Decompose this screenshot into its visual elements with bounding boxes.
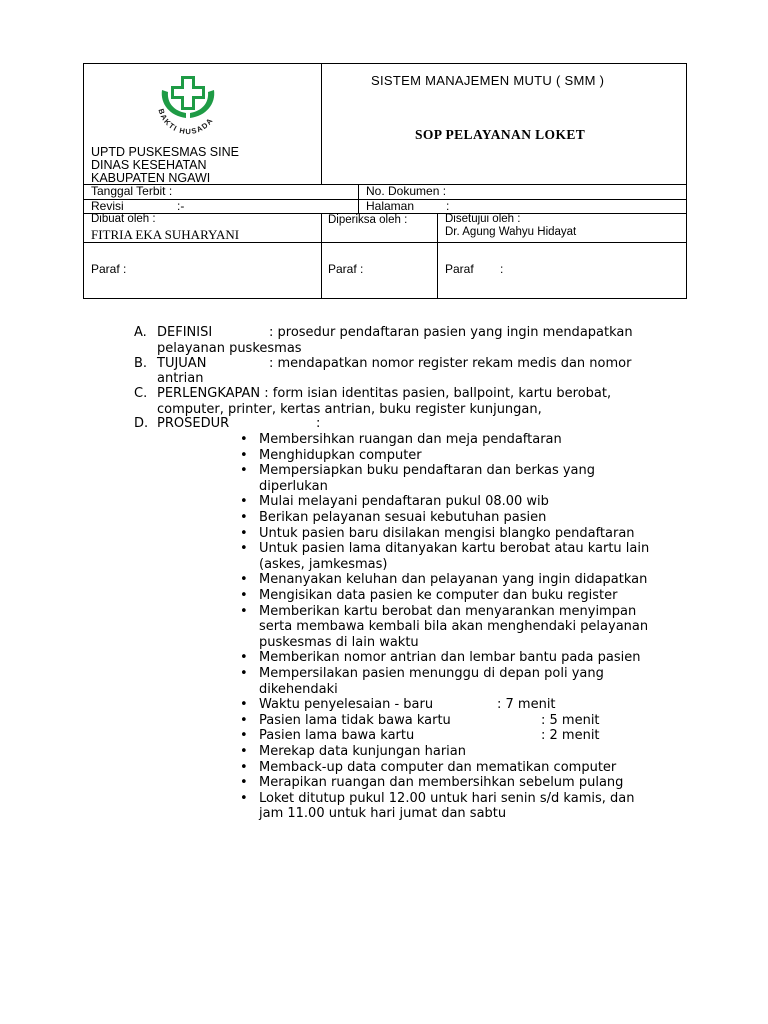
revisi-value: :-: [177, 199, 185, 213]
paraf-dibuat: Paraf :: [91, 262, 127, 276]
section-text-perlengkapan: PERLENGKAPAN : form isian identitas pasien, ballpoint, kartu berobat,: [157, 386, 612, 401]
table-border-bottom: [83, 298, 687, 299]
institution-name: [91, 146, 239, 185]
dibuat-oleh-name: FITRIA EKA SUHARYANI: [91, 227, 240, 242]
section-letter: A.: [134, 325, 147, 340]
bullet-icon: •: [240, 697, 248, 713]
bullet-icon: •: [240, 572, 248, 588]
procedure-item-text: Mempersilakan pasien menunggu di depan poli yang: [259, 666, 604, 681]
procedure-item-text: Mengisikan data pasien ke computer dan buku register: [259, 588, 618, 603]
procedure-item-value: : 7 menit: [497, 697, 556, 713]
procedure-item-text: Merapikan ruangan dan membersihkan sebelum pulang: [259, 775, 624, 791]
diperiksa-oleh-label: Diperiksa oleh :: [328, 214, 408, 226]
procedure-item-text: Menanyakan keluhan dan pelayanan yang ingin didapatkan: [259, 572, 648, 588]
section-label-definisi: DEFINISI: [157, 325, 213, 340]
procedure-item-text: jam 11.00 untuk hari jumat dan sabtu: [259, 806, 507, 822]
bullet-icon: •: [240, 510, 248, 525]
section-text: : mendapatkan nomor register rekam medis dan nomor: [269, 356, 632, 371]
bullet-icon: •: [240, 712, 248, 728]
bullet-icon: •: [240, 588, 248, 603]
section-text: pelayanan puskesmas: [157, 341, 302, 356]
procedure-item-text: (askes, jamkesmas): [259, 556, 388, 572]
bullet-icon: •: [240, 744, 248, 759]
halaman-label: Halaman: [366, 199, 415, 213]
procedure-item-text: Merekap data kunjungan harian: [259, 744, 466, 759]
procedure-item-text: Memberikan kartu berobat dan menyarankan menyimpan: [259, 603, 637, 619]
table-divider: [437, 213, 438, 299]
procedure-item-value: : 5 menit: [541, 712, 600, 728]
bullet-icon: •: [240, 463, 248, 479]
procedure-item-text: Waktu penyelesaian - baru: [259, 697, 434, 713]
no-dokumen-label: No. Dokumen :: [366, 184, 447, 198]
bullet-icon: •: [240, 525, 248, 541]
section-label-prosedur: PROSEDUR: [157, 416, 230, 431]
procedure-item-text: Membersihkan ruangan dan meja pendaftaran: [259, 432, 562, 447]
institution-line: DINAS KESEHATAN: [91, 158, 207, 172]
bakti-husada-logo-icon: [152, 70, 224, 136]
table-divider: [321, 213, 322, 299]
procedure-item-text: Pasien lama bawa kartu: [259, 728, 415, 744]
bullet-icon: •: [240, 666, 248, 681]
bullet-icon: •: [240, 650, 248, 666]
table-border-right: [686, 63, 687, 299]
procedure-item-text: Berikan pelayanan sesuai kebutuhan pasien: [259, 510, 547, 525]
procedure-item-value: : 2 menit: [541, 728, 600, 744]
bullet-icon: •: [240, 432, 248, 447]
paraf-diperiksa: Paraf :: [328, 262, 364, 276]
bullet-icon: •: [240, 447, 248, 463]
tanggal-terbit-label: Tanggal Terbit :: [91, 184, 173, 198]
bullet-icon: •: [240, 541, 248, 557]
table-divider: [321, 63, 322, 185]
paraf-disetujui-colon: :: [500, 262, 504, 276]
paraf-disetujui-label: Paraf: [445, 262, 474, 276]
halaman-value: :: [446, 199, 450, 213]
disetujui-oleh-label: Disetujui oleh :: [445, 213, 521, 225]
procedure-item-text: Menghidupkan computer: [259, 447, 422, 463]
section-letter: B.: [134, 356, 148, 371]
table-border-top: [83, 63, 687, 64]
procedure-item-text: Untuk pasien baru disilakan mengisi blangko pendaftaran: [259, 525, 635, 541]
svg-text:BAKTI HUSADA: BAKTI HUSADA: [156, 107, 216, 136]
procedure-item-text: Memberikan nomor antrian dan lembar bantu pada pasien: [259, 650, 641, 666]
section-text: : prosedur pendaftaran pasien yang ingin mendapatkan: [269, 325, 633, 340]
section-letter: D.: [134, 416, 149, 431]
system-title: SISTEM MANAJEMEN MUTU ( SMM ): [371, 73, 605, 88]
procedure-item-text: Loket ditutup pukul 12.00 untuk hari senin s/d kamis, dan: [259, 790, 635, 806]
section-text: computer, printer, kertas antrian, buku register kunjungan,: [157, 402, 542, 417]
bullet-icon: •: [240, 759, 248, 775]
procedure-item-text: diperlukan: [259, 478, 328, 494]
procedure-item-text: puskesmas di lain waktu: [259, 634, 419, 650]
bullet-icon: •: [240, 775, 248, 791]
procedure-item-text: Untuk pasien lama ditanyakan kartu berobat atau kartu lain: [259, 541, 650, 557]
institution-line: UPTD PUSKESMAS SINE: [91, 145, 239, 159]
procedure-item-text: Mulai melayani pendaftaran pukul 08.00 wib: [259, 494, 549, 510]
bullet-icon: •: [240, 603, 248, 619]
procedure-item-text: Mempersiapkan buku pendaftaran dan berkas yang: [259, 463, 596, 479]
section-letter: C.: [134, 386, 148, 401]
procedure-item-text: serta membawa kembali bila akan menghendaki pelayanan: [259, 619, 649, 635]
section-label-tujuan: TUJUAN: [157, 356, 207, 371]
disetujui-oleh-name: Dr. Agung Wahyu Hidayat: [445, 226, 577, 238]
section-colon: :: [316, 416, 321, 431]
procedure-item-text: dikehendaki: [259, 681, 338, 697]
procedure-item-text: Memback-up data computer dan mematikan computer: [259, 759, 617, 775]
section-text: antrian: [157, 371, 204, 386]
bullet-icon: •: [240, 728, 248, 744]
procedure-item-text: Pasien lama tidak bawa kartu: [259, 712, 451, 728]
bullet-icon: •: [240, 494, 248, 510]
table-divider: [358, 184, 359, 214]
institution-line: KABUPATEN NGAWI: [91, 171, 211, 185]
bullet-icon: •: [240, 790, 248, 806]
sop-title: SOP PELAYANAN LOKET: [415, 127, 586, 142]
revisi-label: Revisi: [91, 199, 124, 213]
table-border-left: [83, 63, 84, 299]
dibuat-oleh-label: Dibuat oleh :: [91, 213, 156, 225]
